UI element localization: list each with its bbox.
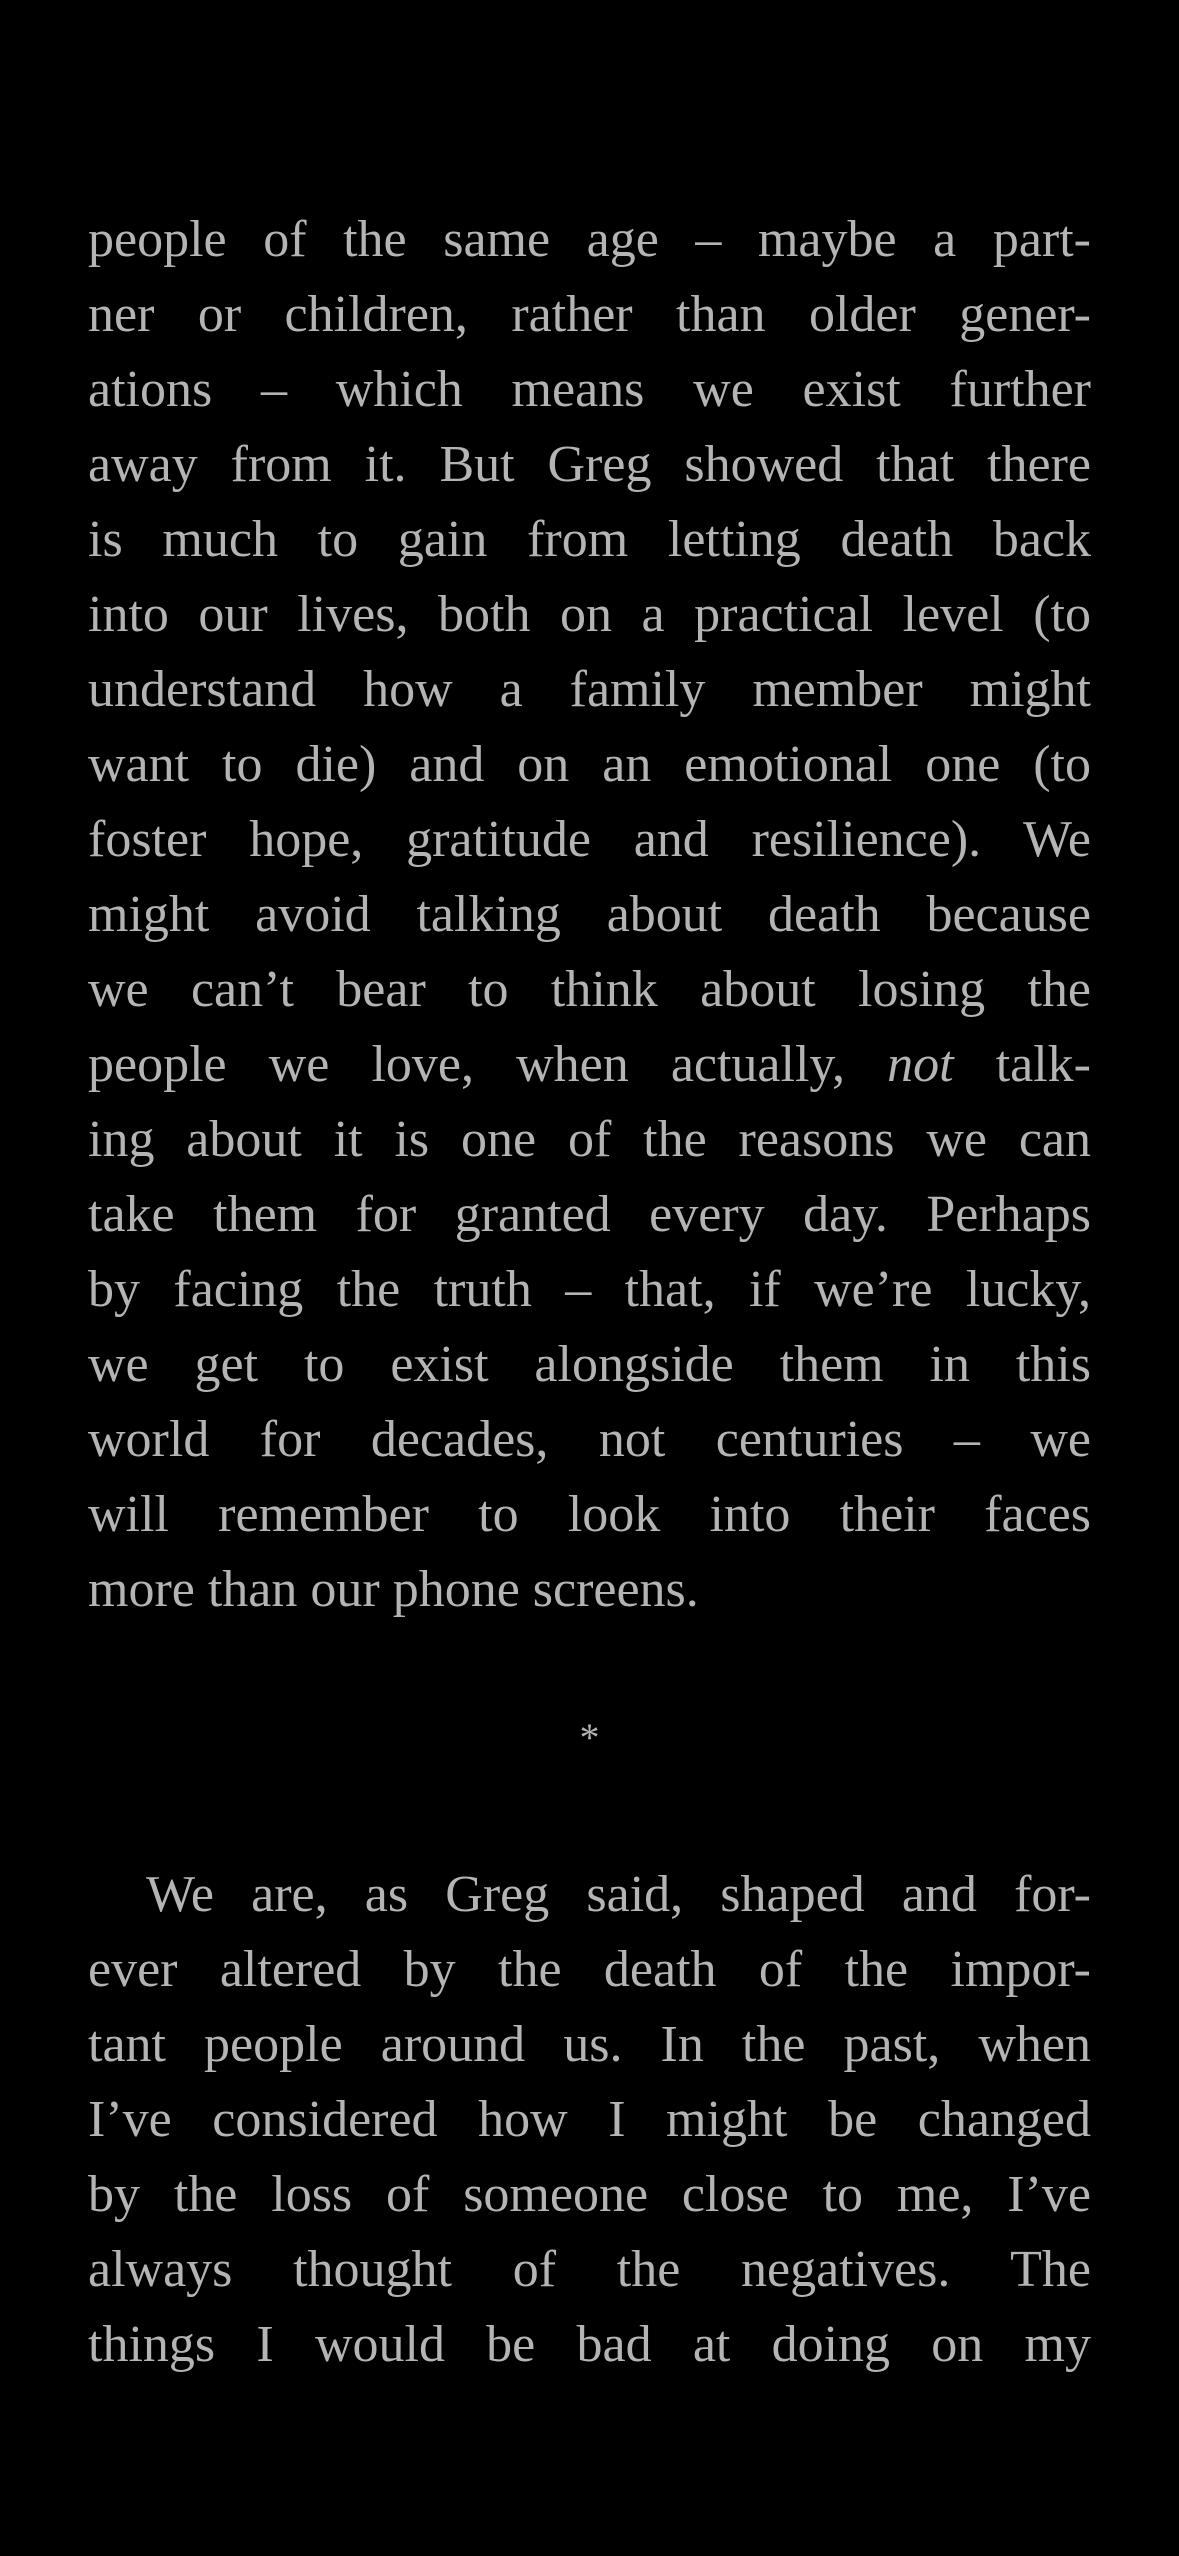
text-line: ing about it is one of the reasons we can	[88, 1111, 1091, 1168]
text-line: ever altered by the death of the impor-	[88, 1941, 1091, 1998]
text-line: want to die) and on an emotional one (to	[88, 736, 1091, 793]
text-line	[88, 1027, 1091, 1102]
text-line: more than our phone screens.	[88, 1561, 699, 1618]
text-line: world for decades, not centuries – we	[88, 1411, 1091, 1468]
section-break-asterisk: *	[579, 1715, 600, 1760]
text-line: will remember to look into their faces	[88, 1486, 1091, 1543]
text-line: foster hope, gratitude and resilience). We	[88, 811, 1091, 868]
text-line: understand how a family member might	[88, 661, 1091, 718]
text-line: tant people around us. In the past, when	[88, 2016, 1091, 2073]
text-line: I’ve considered how I might be changed	[88, 2091, 1091, 2148]
text-line: by facing the truth – that, if we’re lucky,	[88, 1261, 1091, 1318]
text-line: people of the same age – maybe a part-	[88, 211, 1091, 268]
text-line: away from it. But Greg showed that there	[88, 436, 1091, 493]
text-line: ner or children, rather than older gener-	[88, 286, 1091, 343]
text-segment: people we love, when actually,	[88, 1036, 888, 1093]
text-line: always thought of the negatives. The	[88, 2241, 1091, 2298]
text-line: we get to exist alongside them in this	[88, 1336, 1091, 1393]
text-line: ations – which means we exist further	[88, 361, 1091, 418]
text-line: might avoid talking about death because	[88, 886, 1091, 943]
emphasized-word: not	[887, 1036, 954, 1093]
text-line: We are, as Greg said, shaped and for-	[146, 1866, 1091, 1923]
body-paragraph	[88, 202, 1091, 1627]
body-paragraph	[88, 1857, 1091, 2382]
text-line: by the loss of someone close to me, I’ve	[88, 2166, 1091, 2223]
text-line: take them for granted every day. Perhaps	[88, 1186, 1091, 1243]
text-line: things I would be bad at doing on my	[88, 2316, 1091, 2373]
text-segment: talk-	[953, 1036, 1091, 1093]
text-line: is much to gain from letting death back	[88, 511, 1091, 568]
text-line: we can’t bear to think about losing the	[88, 961, 1091, 1018]
text-line: into our lives, both on a practical level (to	[88, 586, 1091, 643]
